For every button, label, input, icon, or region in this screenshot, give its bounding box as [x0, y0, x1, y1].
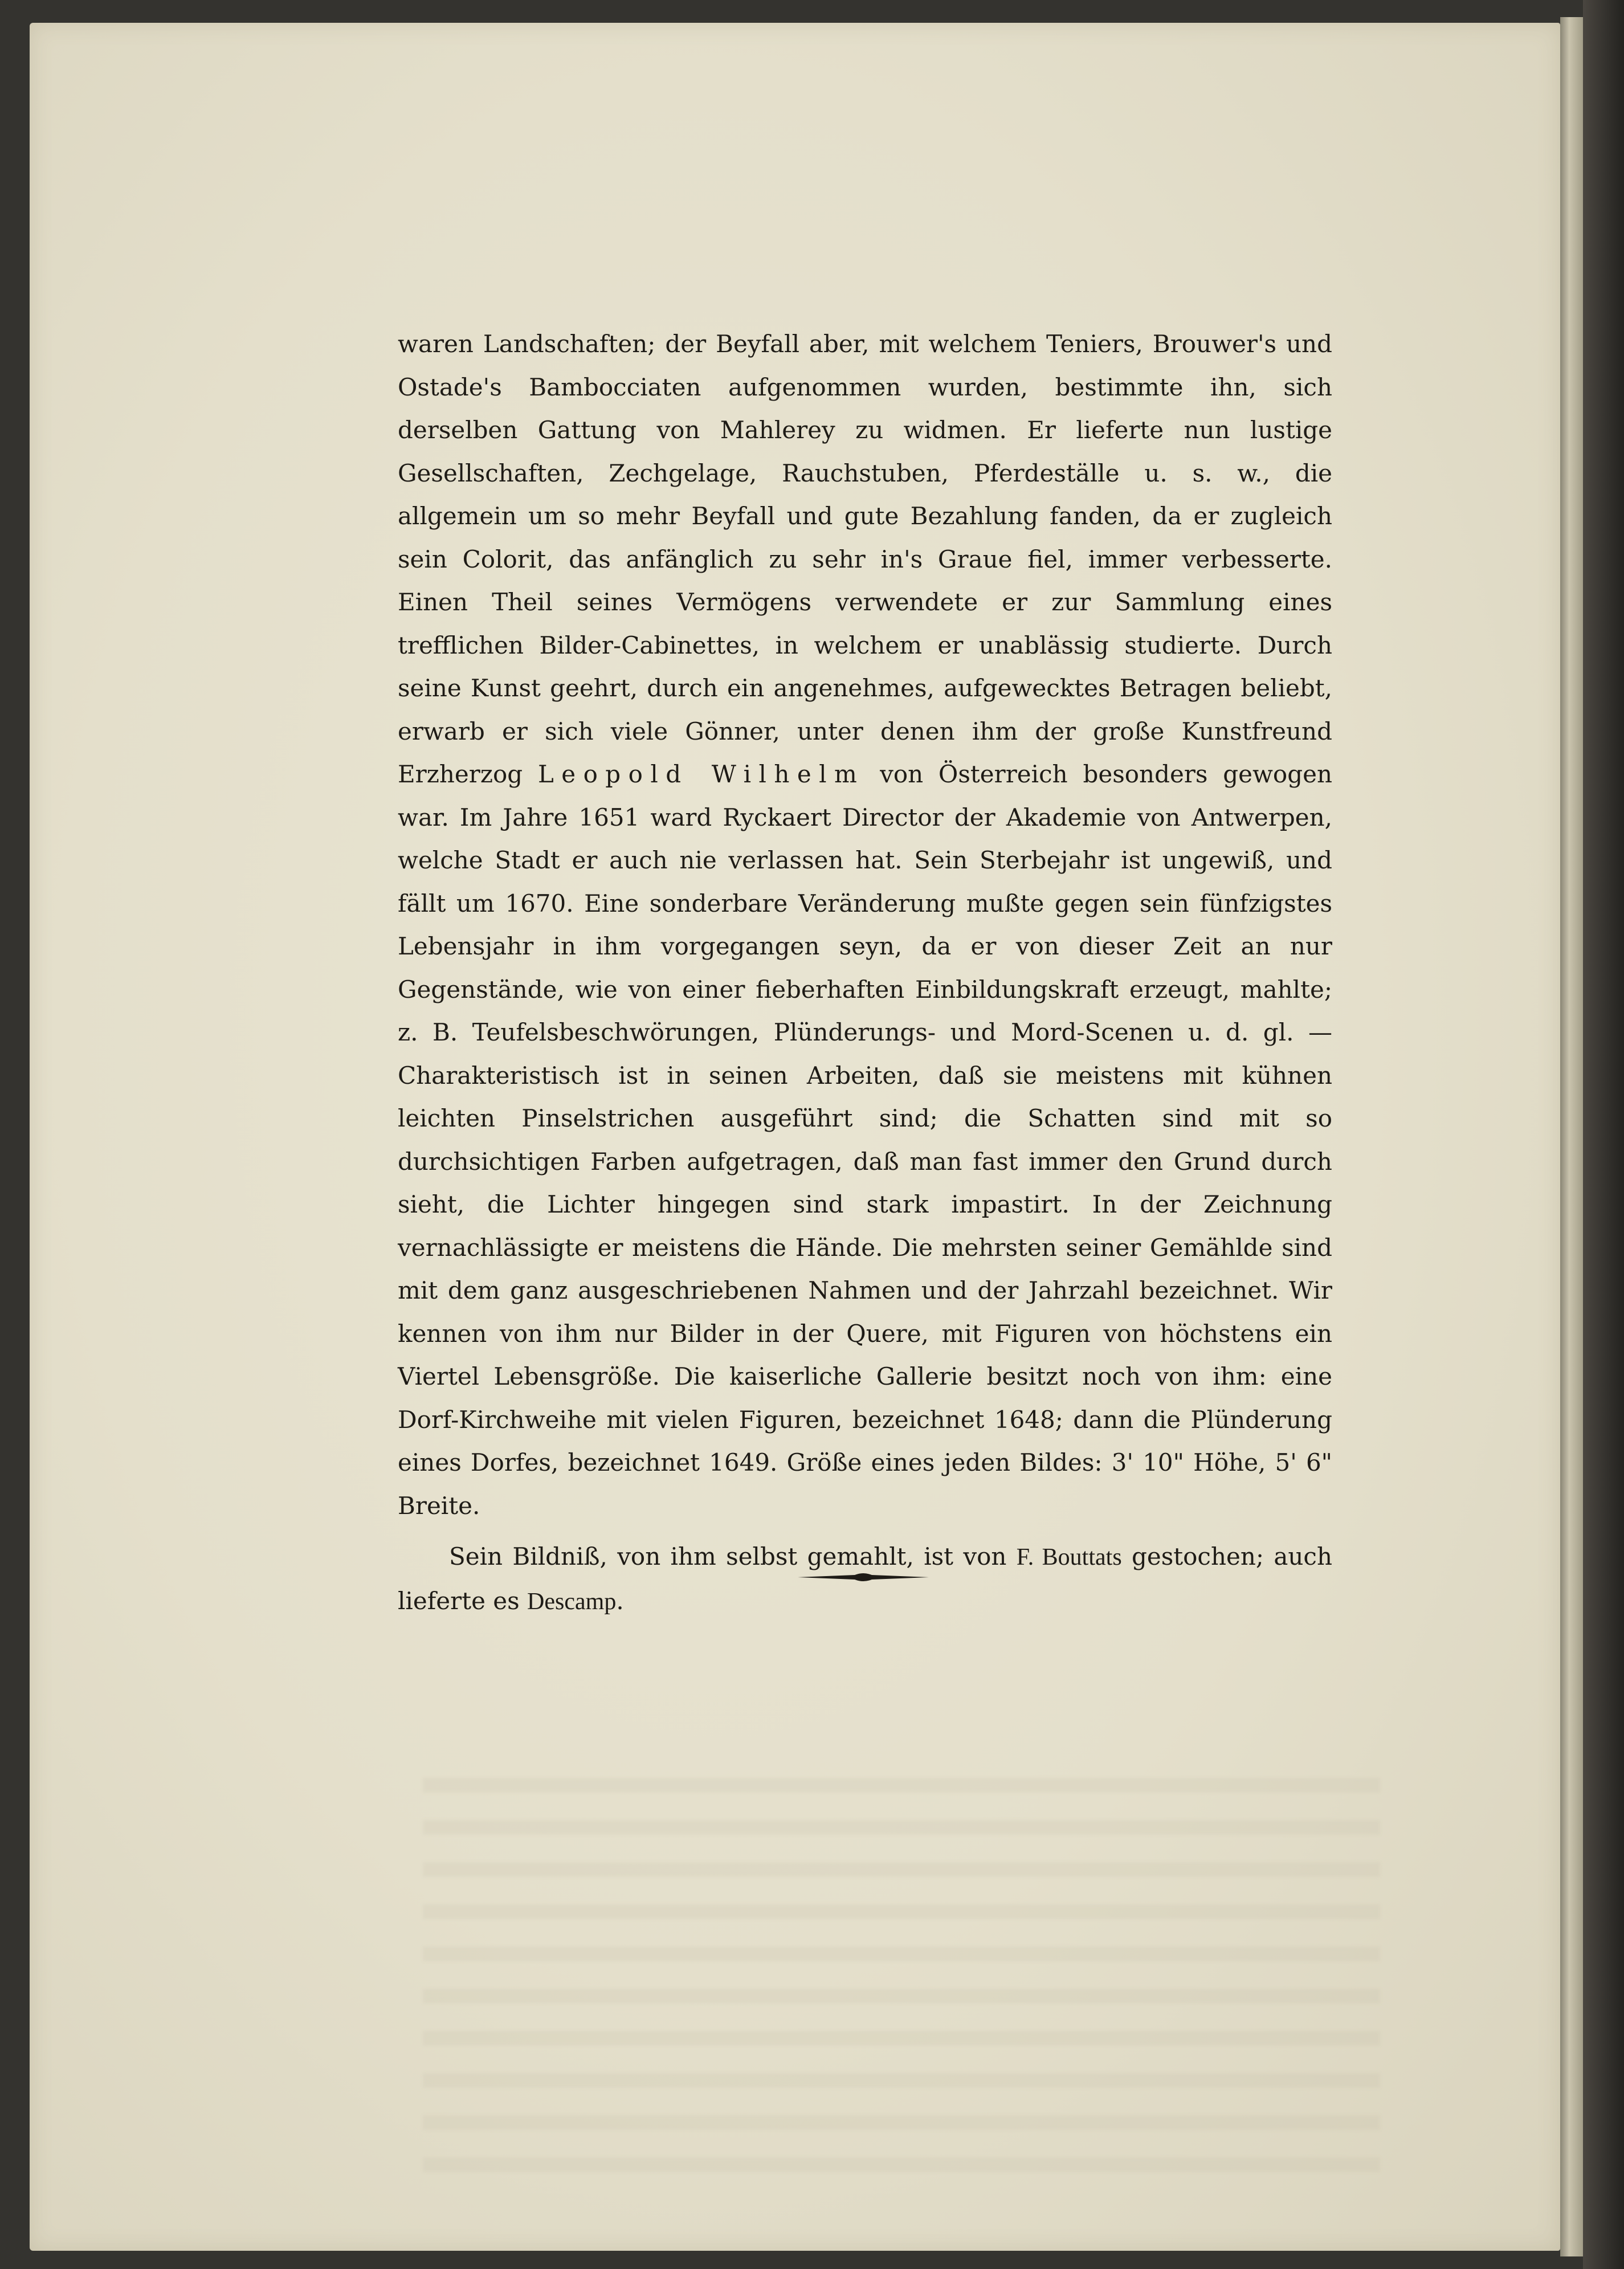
- paragraph-1-segment-3: von Österreich besonders gewogen war. Im Jahre 1651 ward Ryckaert Director der Akademie von Antwerpen, welche Stadt er auch nie verlassen hat. Sein Sterbejahr ist ungewiß, und fällt um 1670. Eine sonderbare Veränderung mußte gegen sein fünfzigstes Lebensjahr in ihm vorgegangen seyn, da er von dieser Zeit an nur Gegenstände, wie von einer fieberhaften Einbildungskraft erzeugt, mahlte; z. B. Teufelsbeschwörungen, Plünderungs- und Mord-Scenen u. d. gl. — Charakteristisch ist in seinen Arbeiten, daß sie meistens mit kühnen leichten Pinselstrichen ausgeführt sind; die Schatten sind mit so durchsichtigen Farben aufgetragen, daß man fast immer den Grund durch sieht, die Lichter hingegen sind stark impastirt. In der Zeichnung vernachlässigte er meistens die Hände. Die mehrsten seiner Gemählde sind mit dem ganz ausgeschriebenen Nahmen und der Jahrzahl bezeichnet. Wir kennen von ihm nur Bilder in der Quere, mit Figuren von höchstens ein Viertel Lebensgröße. Die kaiserliche Gallerie besitzt noch von ihm: eine Dorf-Kirchweihe mit vielen Figuren, bezeichnet 1648; dann die Plünderung eines Dorfes, bezeichnet 1649. Größe eines jeden Bildes: 3' 10" Höhe, 5' 6" Breite.: [398, 760, 1333, 1520]
- paragraph-1-segment-1: waren Landschaften; der Beyfall aber, mit welchem Teniers, Brouwer's und Ostade's Bambocciaten aufgenommen wurden, bestimmte ihn, sich derselben Gattung von Mahlerey zu widmen. Er lieferte nun lustige Gesellschaften, Zechgelage, Rauchstuben, Pferdeställe u. s. w., die allgemein um so mehr Beyfall und gute Bezahlung fanden, da er zugleich sein Colorit, das anfänglich zu sehr in's Graue fiel, immer verbesserte. Einen Theil seines Vermögens verwendete er zur Sammlung eines trefflichen Bilder-Cabinettes, in welchem er unablässig studierte. Durch seine Kunst geehrt, durch ein angenehmes, aufgewecktes Betragen beliebt, erwarb er sich viele Gönner, unter denen ihm der große Kunstfreund Erzherzog: [398, 330, 1332, 788]
- book-spine: [1583, 0, 1624, 2269]
- tapered-rule-ornament-icon: [798, 1570, 929, 1584]
- paragraph-2-segment-1: Sein Bildniß, von ihm selbst gemahlt, ist von: [449, 1542, 1017, 1570]
- name-leopold-wilhelm: Leopold Wilhelm: [537, 760, 865, 788]
- paragraph-2-segment-3: gestochen; auch lieferte es: [398, 1542, 1332, 1615]
- show-through-text: [423, 1778, 1380, 2177]
- publisher-name: Descamp: [527, 1588, 617, 1615]
- page-edge: [1560, 17, 1583, 2256]
- paragraph-2-segment-5: .: [616, 1586, 624, 1615]
- body-text: [398, 323, 1332, 1623]
- engraver-name: F. Bouttats: [1016, 1544, 1122, 1570]
- paragraph-1: [398, 323, 1332, 1527]
